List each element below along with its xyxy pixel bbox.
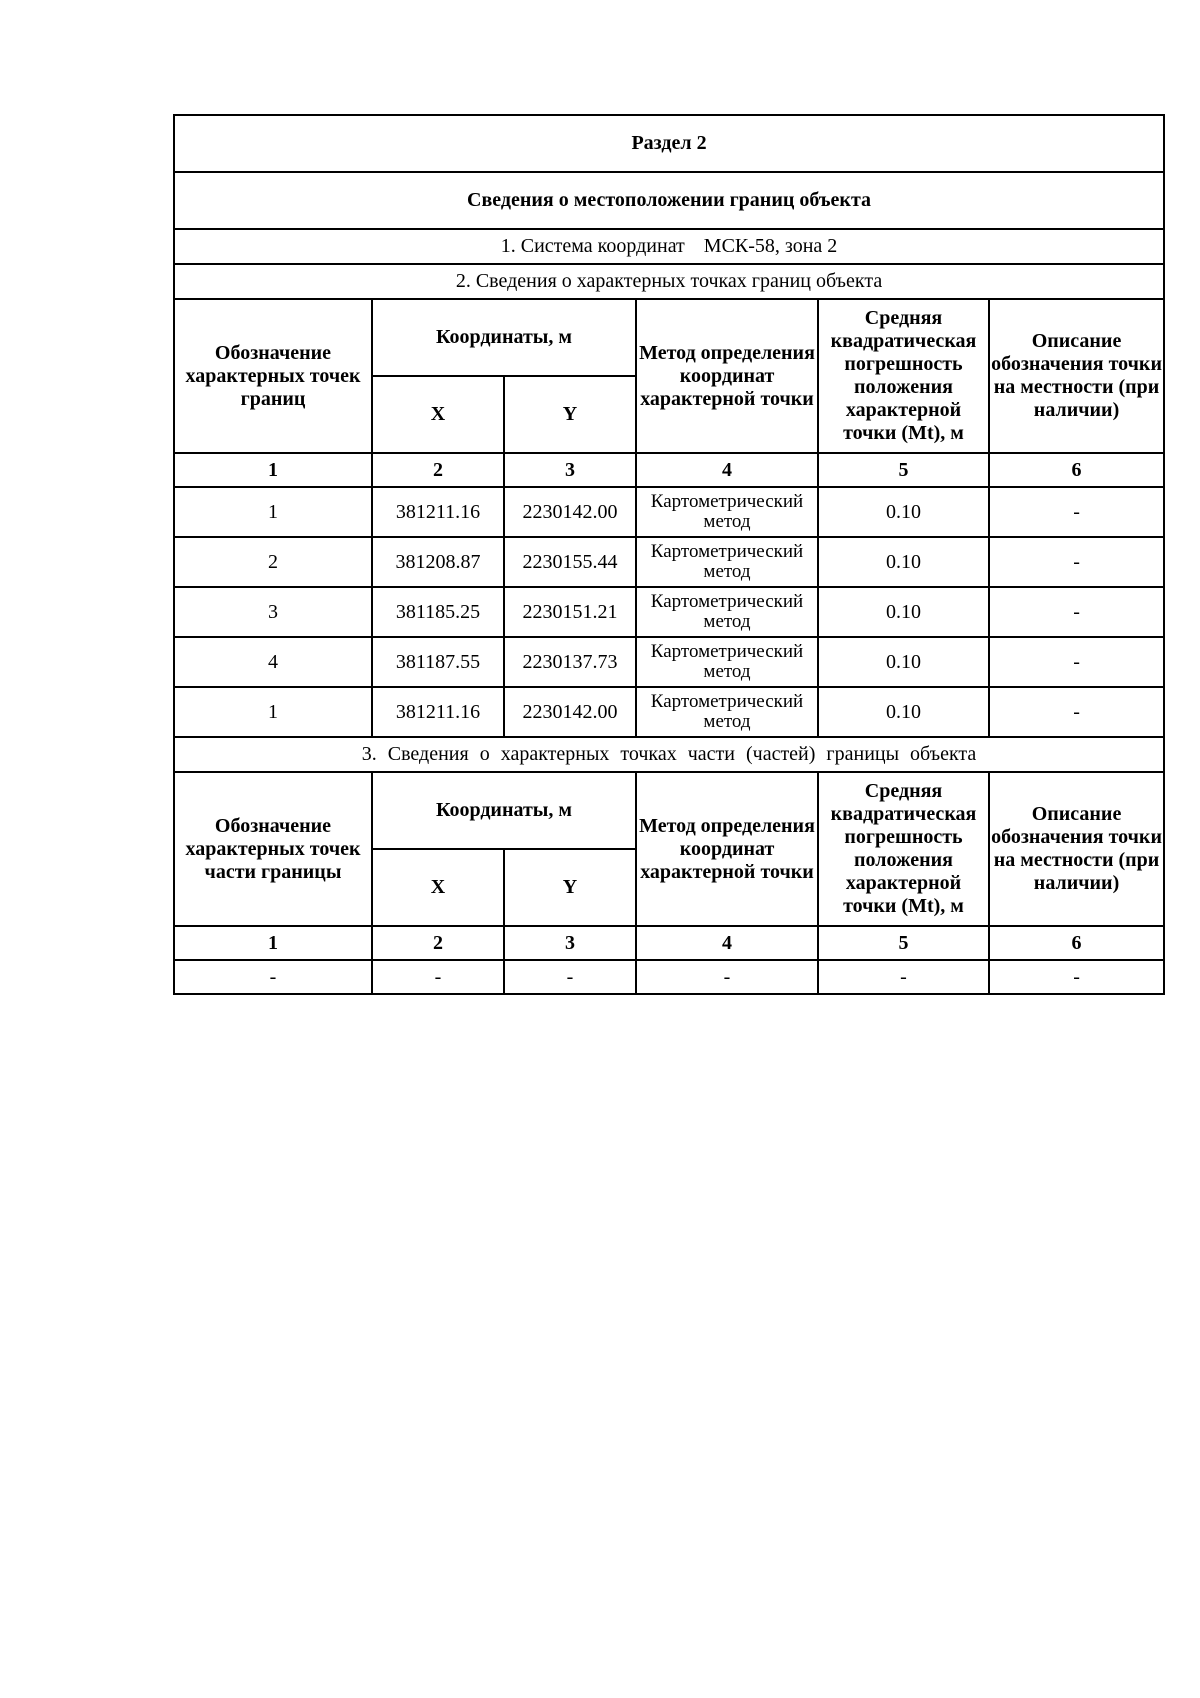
column-number: 5 (818, 926, 989, 960)
coord-system-value: МСК-58, зона 2 (703, 235, 838, 257)
boundary-info-table (173, 114, 1165, 995)
method: Картометрический метод (636, 587, 818, 637)
error: 0.10 (818, 687, 989, 737)
header-method: Метод определения координат характерной точки (636, 299, 818, 453)
coord-y: 2230155.44 (504, 537, 636, 587)
coord-x: 381185.25 (372, 587, 504, 637)
header-description: Описание обозначения точки на местности (при наличии) (989, 299, 1164, 453)
error: 0.10 (818, 487, 989, 537)
coord-y: 2230151.21 (504, 587, 636, 637)
section-subtitle: Сведения о местоположении границ объекта (174, 172, 1164, 229)
header-coordinates: Координаты, м (372, 772, 636, 849)
coord-x: 381208.87 (372, 537, 504, 587)
coord-y: 2230142.00 (504, 687, 636, 737)
method: Картометрический метод (636, 637, 818, 687)
header-x: X (372, 849, 504, 926)
column-number: 6 (989, 926, 1164, 960)
column-number: 1 (174, 926, 372, 960)
column-number: 2 (372, 453, 504, 487)
method: Картометрический метод (636, 487, 818, 537)
coord-y: 2230142.00 (504, 487, 636, 537)
table-row (174, 537, 1164, 587)
header-coordinates: Координаты, м (372, 299, 636, 376)
column-number: 5 (818, 453, 989, 487)
column-numbers-row (174, 926, 1164, 960)
table-row (174, 637, 1164, 687)
coord-y: - (504, 960, 636, 994)
header-x: X (372, 376, 504, 453)
header-method: Метод определения координат характерной точки (636, 772, 818, 926)
description: - (989, 537, 1164, 587)
header-y: Y (504, 849, 636, 926)
description: - (989, 687, 1164, 737)
header-description: Описание обозначения точки на местности (при наличии) (989, 772, 1164, 926)
header-error: Средняя квадратическая погрешность положения характерной точки (Mt), м (818, 299, 989, 453)
section-title: Раздел 2 (174, 115, 1164, 172)
point-id: 3 (174, 587, 372, 637)
table-row (174, 960, 1164, 994)
coord-system-label: 1. Система координат (500, 235, 685, 257)
boundary-points-label: 2. Сведения о характерных точках границ объекта (174, 264, 1164, 299)
coord-x: - (372, 960, 504, 994)
description: - (989, 637, 1164, 687)
error: - (818, 960, 989, 994)
column-numbers-row (174, 453, 1164, 487)
error: 0.10 (818, 637, 989, 687)
method: Картометрический метод (636, 687, 818, 737)
method: Картометрический метод (636, 537, 818, 587)
column-number: 6 (989, 453, 1164, 487)
point-id: - (174, 960, 372, 994)
header-error: Средняя квадратическая погрешность положения характерной точки (Mt), м (818, 772, 989, 926)
header-y: Y (504, 376, 636, 453)
description: - (989, 960, 1164, 994)
part-points-label: 3. Сведения о характерных точках части (частей) границы объекта (174, 737, 1164, 772)
table-row (174, 587, 1164, 637)
header-designation: Обозначение характерных точек части границы (174, 772, 372, 926)
header-designation: Обозначение характерных точек границ (174, 299, 372, 453)
description: - (989, 487, 1164, 537)
error: 0.10 (818, 587, 989, 637)
coord-y: 2230137.73 (504, 637, 636, 687)
column-number: 4 (636, 926, 818, 960)
method: - (636, 960, 818, 994)
point-id: 1 (174, 487, 372, 537)
point-id: 1 (174, 687, 372, 737)
column-number: 3 (504, 926, 636, 960)
column-number: 1 (174, 453, 372, 487)
coord-x: 381211.16 (372, 487, 504, 537)
description: - (989, 587, 1164, 637)
column-number: 3 (504, 453, 636, 487)
coord-x: 381187.55 (372, 637, 504, 687)
column-number: 2 (372, 926, 504, 960)
coord-x: 381211.16 (372, 687, 504, 737)
table-row (174, 687, 1164, 737)
point-id: 4 (174, 637, 372, 687)
error: 0.10 (818, 537, 989, 587)
coord-system-row (174, 229, 1164, 264)
table-row (174, 487, 1164, 537)
point-id: 2 (174, 537, 372, 587)
column-number: 4 (636, 453, 818, 487)
